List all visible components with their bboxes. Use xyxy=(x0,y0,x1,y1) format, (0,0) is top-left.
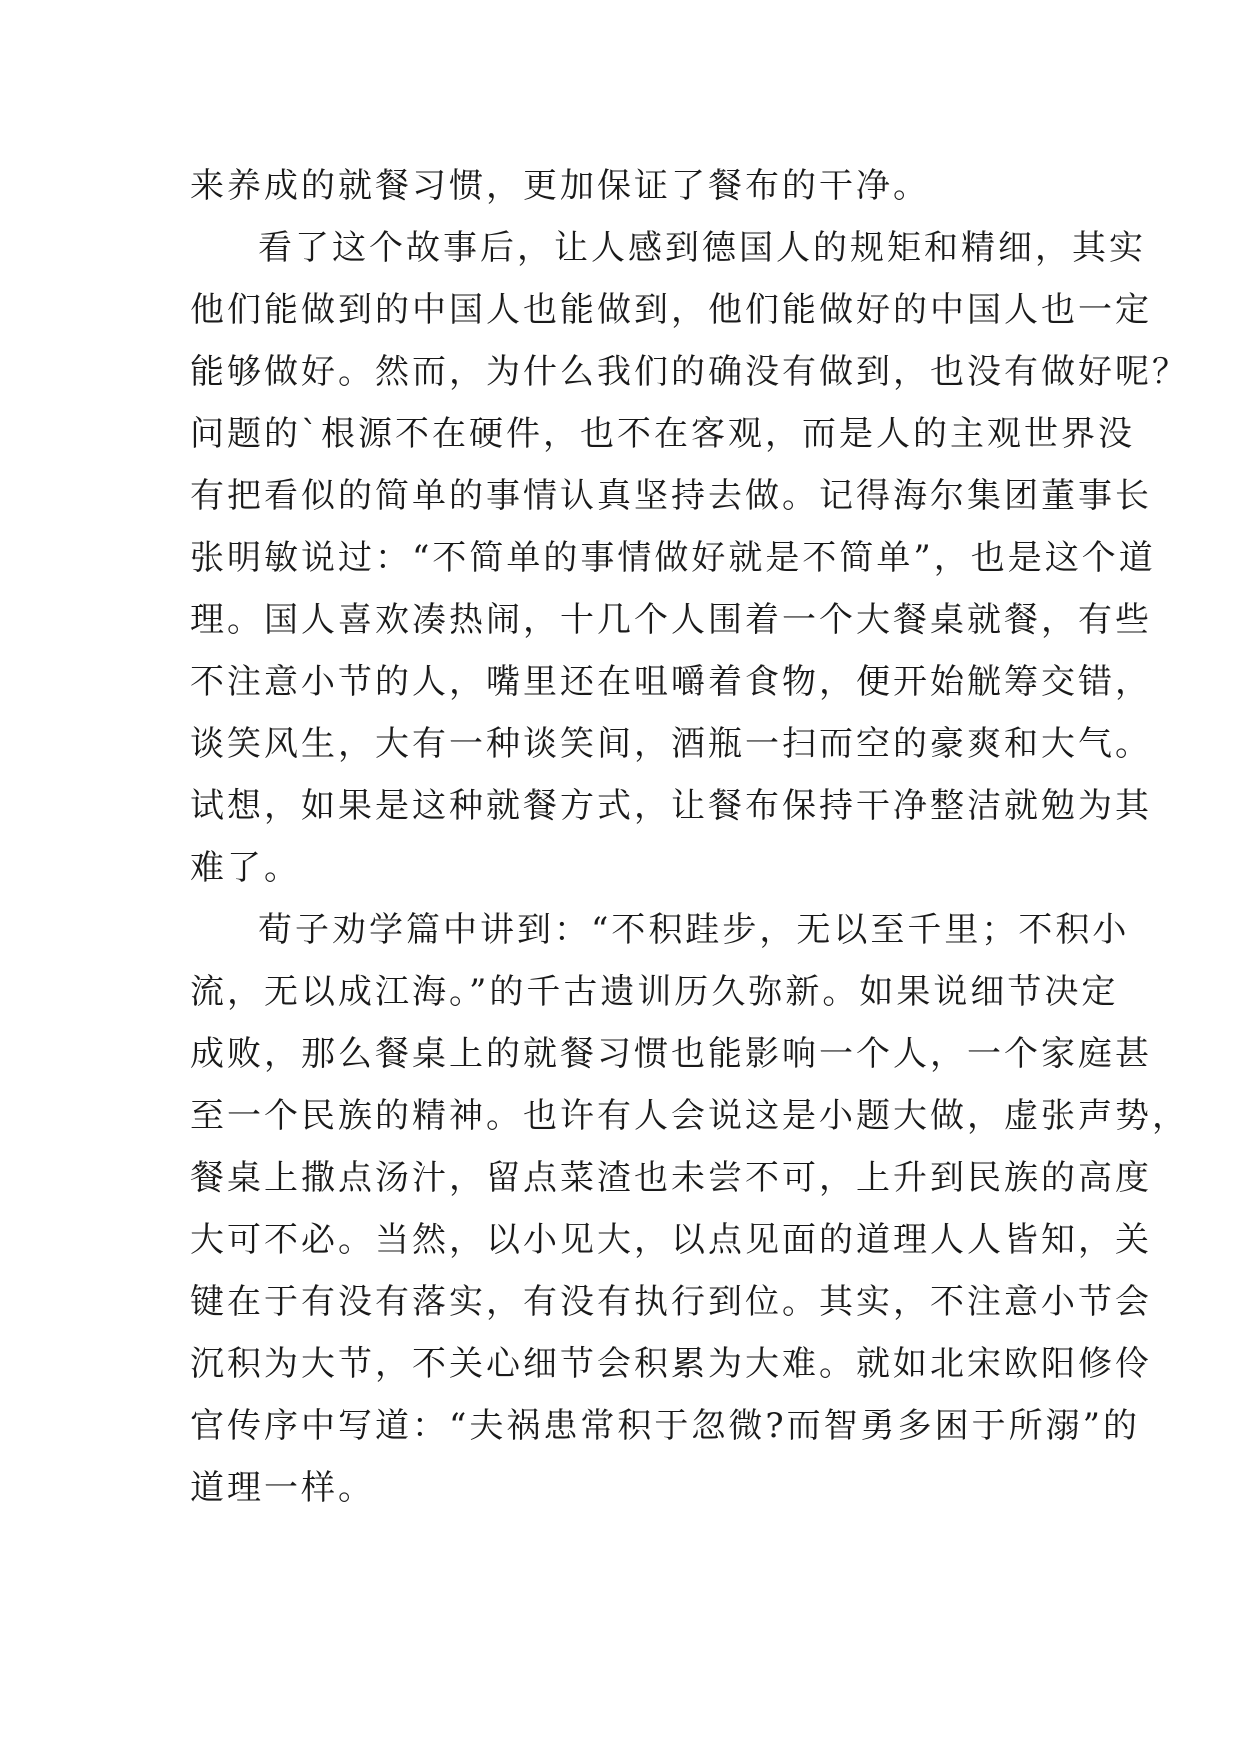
text-line: 大可不必。当然，以小见大，以点见面的道理人人皆知，关 xyxy=(190,1220,1152,1260)
text-line: 流，无以成江海。”的千古遗训历久弥新。如果说细节决定 xyxy=(190,972,1119,1012)
text-line: 不注意小节的人，嘴里还在咀嚼着食物，便开始觥筹交错， xyxy=(190,662,1152,702)
text-line: 道理一样。 xyxy=(190,1468,375,1508)
text-line: 能够做好。然而，为什么我们的确没有做到，也没有做好呢？ xyxy=(190,352,1189,392)
text-line: 看了这个故事后，让人感到德国人的规矩和精细，其实 xyxy=(258,228,1146,268)
text-line: 他们能做到的中国人也能做到，他们能做好的中国人也一定 xyxy=(190,290,1152,330)
text-line: 成败，那么餐桌上的就餐习惯也能影响一个人，一个家庭甚 xyxy=(190,1034,1152,1074)
text-line: 难了。 xyxy=(190,848,301,888)
text-line: 谈笑风生，大有一种谈笑间，酒瓶一扫而空的豪爽和大气。 xyxy=(190,724,1152,764)
text-line: 有把看似的简单的事情认真坚持去做。记得海尔集团董事长 xyxy=(190,476,1152,516)
text-line: 试想，如果是这种就餐方式，让餐布保持干净整洁就勉为其 xyxy=(190,786,1152,826)
text-line: 问题的`根源不在硬件，也不在客观，而是人的主观世界没 xyxy=(190,414,1135,454)
text-line: 官传序中写道：“夫祸患常积于忽微?而智勇多困于所溺”的 xyxy=(190,1406,1140,1446)
body-text xyxy=(190,155,1189,1519)
text-line: 沉积为大节，不关心细节会积累为大难。就如北宋欧阳修伶 xyxy=(190,1344,1152,1384)
text-line: 荀子劝学篇中讲到：“不积跬步，无以至千里；不积小 xyxy=(258,910,1130,950)
text-line: 理。国人喜欢凑热闹，十几个人围着一个大餐桌就餐，有些 xyxy=(190,600,1152,640)
text-line: 来养成的就餐习惯，更加保证了餐布的干净。 xyxy=(190,166,930,206)
text-line: 至一个民族的精神。也许有人会说这是小题大做，虚张声势， xyxy=(190,1096,1189,1136)
text-line: 键在于有没有落实，有没有执行到位。其实，不注意小节会 xyxy=(190,1282,1152,1322)
text-line: 张明敏说过：“不简单的事情做好就是不简单”，也是这个道 xyxy=(190,538,1156,578)
text-line: 餐桌上撒点汤汁，留点菜渣也未尝不可，上升到民族的高度 xyxy=(190,1158,1152,1198)
